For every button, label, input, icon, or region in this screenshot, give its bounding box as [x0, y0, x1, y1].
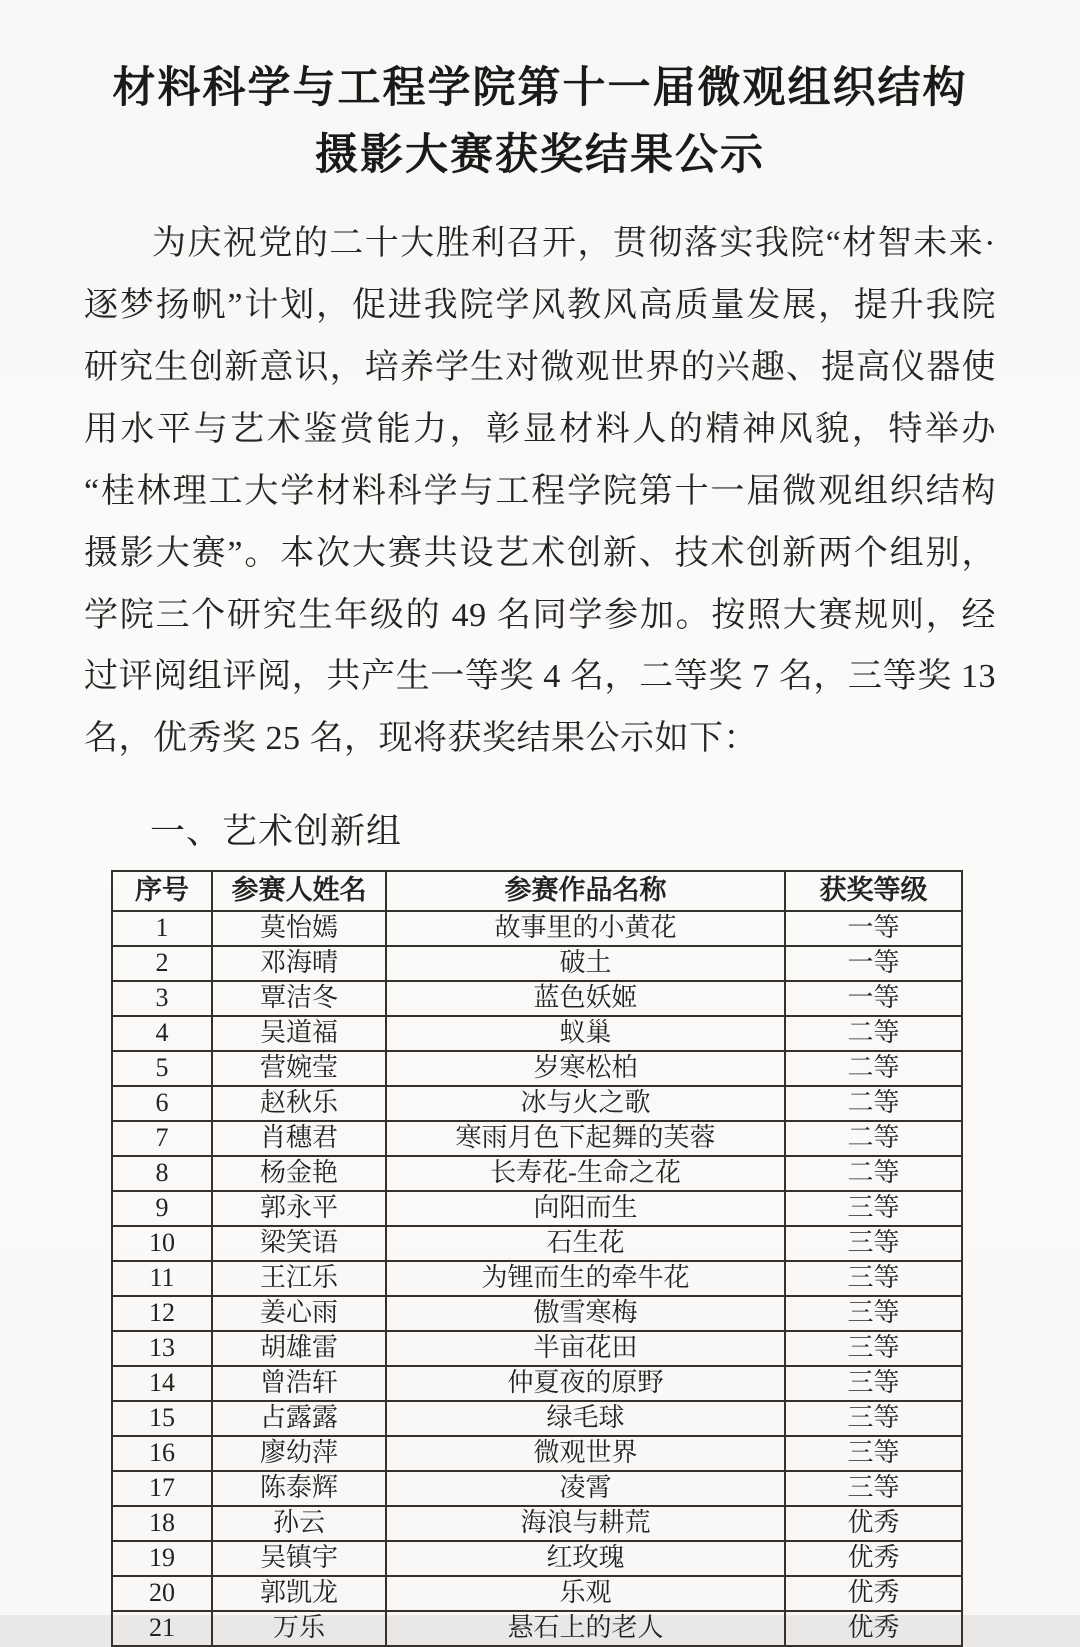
- table-cell: 为锂而生的牵牛花: [386, 1261, 785, 1296]
- column-header: 序号: [112, 871, 212, 911]
- table-cell: 6: [112, 1086, 212, 1121]
- table-cell: 吴道福: [212, 1016, 386, 1051]
- table-cell: 二等: [785, 1156, 962, 1191]
- table-cell: 三等: [785, 1296, 962, 1331]
- table-cell: 曾浩轩: [212, 1366, 386, 1401]
- table-row: [112, 946, 962, 981]
- table-cell: 三等: [785, 1331, 962, 1366]
- table-cell: 故事里的小黄花: [386, 911, 785, 946]
- table-cell: 邓海晴: [212, 946, 386, 981]
- table-cell: 郭永平: [212, 1191, 386, 1226]
- table-cell: 寒雨月色下起舞的芙蓉: [386, 1121, 785, 1156]
- table-cell: 18: [112, 1506, 212, 1541]
- table-row: [112, 981, 962, 1016]
- table-cell: 向阳而生: [386, 1191, 785, 1226]
- table-cell: 一等: [785, 911, 962, 946]
- table-cell: 凌霄: [386, 1471, 785, 1506]
- table-cell: 5: [112, 1051, 212, 1086]
- table-cell: 优秀: [785, 1576, 962, 1611]
- table-row: [112, 1401, 962, 1436]
- table-cell: 优秀: [785, 1506, 962, 1541]
- table-cell: 12: [112, 1296, 212, 1331]
- table-cell: 优秀: [785, 1541, 962, 1576]
- table-header: [112, 871, 962, 911]
- table-cell: 11: [112, 1261, 212, 1296]
- table-cell: 营婉莹: [212, 1051, 386, 1086]
- table-cell: 三等: [785, 1261, 962, 1296]
- column-header: 参赛人姓名: [212, 871, 386, 911]
- table-cell: 廖幼萍: [212, 1436, 386, 1471]
- table-cell: 14: [112, 1366, 212, 1401]
- table-cell: 占露露: [212, 1401, 386, 1436]
- table-cell: 15: [112, 1401, 212, 1436]
- table-cell: 杨金艳: [212, 1156, 386, 1191]
- table-cell: 乐观: [386, 1576, 785, 1611]
- table-cell: 悬石上的老人: [386, 1611, 785, 1646]
- table-cell: 覃洁冬: [212, 981, 386, 1016]
- table-cell: 万乐: [212, 1611, 386, 1646]
- document-title-line1: 材料科学与工程学院第十一届微观组织结构: [112, 65, 968, 112]
- table-cell: 17: [112, 1471, 212, 1506]
- table-row: [112, 1191, 962, 1226]
- table-cell: 赵秋乐: [212, 1086, 386, 1121]
- table-cell: 姜心雨: [212, 1296, 386, 1331]
- table-cell: 吴镇宇: [212, 1541, 386, 1576]
- table-cell: 13: [112, 1331, 212, 1366]
- table-cell: 半亩花田: [386, 1331, 785, 1366]
- table-cell: 二等: [785, 1086, 962, 1121]
- table-row: [112, 1331, 962, 1366]
- table-cell: 三等: [785, 1436, 962, 1471]
- table-row: [112, 1156, 962, 1191]
- table-cell: 9: [112, 1191, 212, 1226]
- table-row: [112, 1436, 962, 1471]
- table-cell: 莫怡嫣: [212, 911, 386, 946]
- table-row: [112, 1296, 962, 1331]
- document-title: [84, 56, 996, 189]
- table-cell: 16: [112, 1436, 212, 1471]
- table-cell: 优秀: [785, 1611, 962, 1646]
- table-cell: 陈泰辉: [212, 1471, 386, 1506]
- document-title-line2: 摄影大赛获奖结果公示: [315, 131, 765, 179]
- table-cell: 7: [112, 1121, 212, 1156]
- table-cell: 一等: [785, 946, 962, 981]
- table-row: [112, 1051, 962, 1086]
- table-cell: 蚁巢: [386, 1016, 785, 1051]
- table-cell: 石生花: [386, 1226, 785, 1261]
- table-cell: 肖穗君: [212, 1121, 386, 1156]
- table-cell: 4: [112, 1016, 212, 1051]
- table-cell: 三等: [785, 1191, 962, 1226]
- table-cell: 梁笑语: [212, 1226, 386, 1261]
- table-cell: 20: [112, 1576, 212, 1611]
- table-cell: 一等: [785, 981, 962, 1016]
- table-cell: 蓝色妖姬: [386, 981, 785, 1016]
- column-header: 获奖等级: [785, 871, 962, 911]
- table-cell: 8: [112, 1156, 212, 1191]
- table-body: [112, 911, 962, 1646]
- table-cell: 三等: [785, 1366, 962, 1401]
- table-cell: 长寿花-生命之花: [386, 1156, 785, 1191]
- table-row: [112, 1121, 962, 1156]
- table-cell: 二等: [785, 1016, 962, 1051]
- award-results-table: [111, 870, 963, 1647]
- table-cell: 19: [112, 1541, 212, 1576]
- table-row: [112, 1576, 962, 1611]
- table-row: [112, 1261, 962, 1296]
- table-cell: 岁寒松柏: [386, 1051, 785, 1086]
- table-row: [112, 1611, 962, 1646]
- table-cell: 二等: [785, 1051, 962, 1086]
- table-cell: 10: [112, 1226, 212, 1261]
- table-row: [112, 1471, 962, 1506]
- table-cell: 三等: [785, 1401, 962, 1436]
- table-row: [112, 911, 962, 946]
- table-row: [112, 1086, 962, 1121]
- table-cell: 破土: [386, 946, 785, 981]
- table-header-row: [112, 871, 962, 911]
- table-cell: 红玫瑰: [386, 1541, 785, 1576]
- table-cell: 孙云: [212, 1506, 386, 1541]
- table-row: [112, 1226, 962, 1261]
- table-cell: 1: [112, 911, 212, 946]
- table-cell: 微观世界: [386, 1436, 785, 1471]
- table-cell: 三等: [785, 1226, 962, 1261]
- section-heading-art-group: 一、艺术创新组: [150, 812, 403, 852]
- table-cell: 海浪与耕荒: [386, 1506, 785, 1541]
- table-cell: 王江乐: [212, 1261, 386, 1296]
- table-cell: 冰与火之歌: [386, 1086, 785, 1121]
- table-row: [112, 1366, 962, 1401]
- table-cell: 三等: [785, 1471, 962, 1506]
- table-row: [112, 1016, 962, 1051]
- table-cell: 仲夏夜的原野: [386, 1366, 785, 1401]
- table-row: [112, 1506, 962, 1541]
- table-cell: 郭凯龙: [212, 1576, 386, 1611]
- table-cell: 胡雄雷: [212, 1331, 386, 1366]
- document-paragraph: 为庆祝党的二十大胜利召开，贯彻落实我院“材智未来·逐梦扬帆”计划，促进我院学风教风高质量发展，提升我院研究生创新意识，培养学生对微观世界的兴趣、提高仪器使用水平与艺术鉴赏能力，彰显材料人的精神风貌，特举办“桂林理工大学材料科学与工程学院第十一届微观组织结构摄影大赛”。本次大赛共设艺术创新、技术创新两个组别，学院三个研究生年级的 49 名同学参加。按照大赛规则，经过评阅组评阅，共产生一等奖 4 名，二等奖 7 名，三等奖 13 名，优秀奖 25 名，现将获奖结果公示如下：: [84, 225, 996, 758]
- table-cell: 3: [112, 981, 212, 1016]
- table-cell: 21: [112, 1611, 212, 1646]
- table-cell: 傲雪寒梅: [386, 1296, 785, 1331]
- table-cell: 绿毛球: [386, 1401, 785, 1436]
- column-header: 参赛作品名称: [386, 871, 785, 911]
- table-cell: 二等: [785, 1121, 962, 1156]
- table-row: [112, 1541, 962, 1576]
- table-cell: 2: [112, 946, 212, 981]
